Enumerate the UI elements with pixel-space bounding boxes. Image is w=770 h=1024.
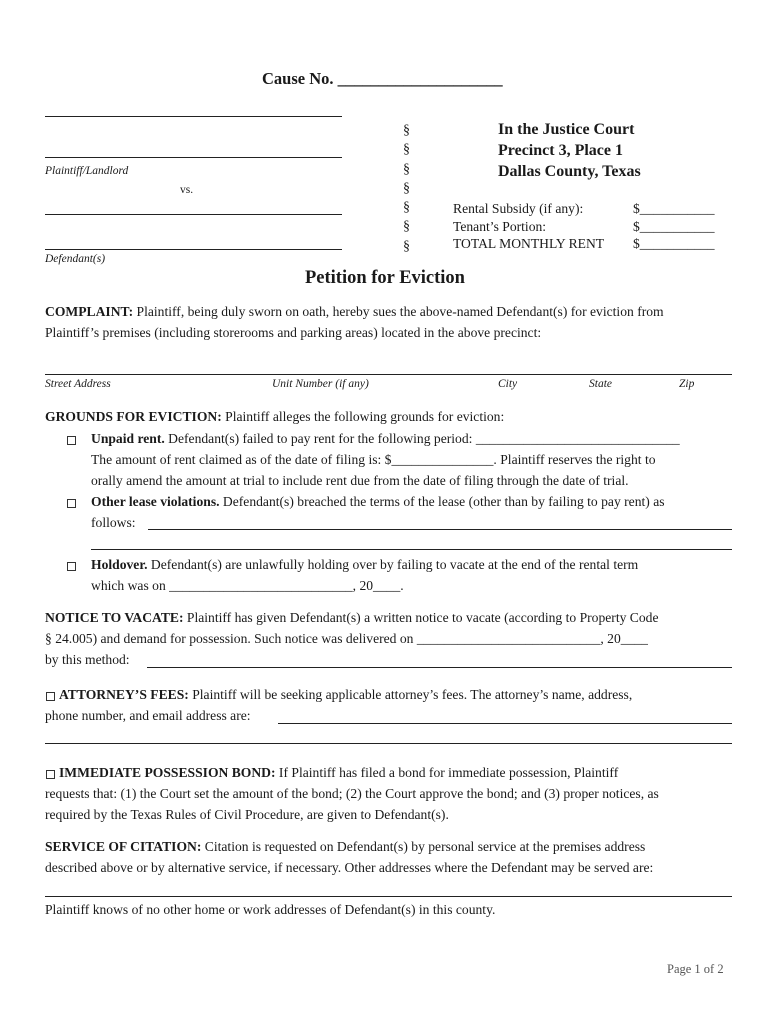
unpaid-text-1: Defendant(s) failed to pay rent for the following period: ______________________________ xyxy=(164,431,680,446)
notice-line-1 xyxy=(45,610,659,626)
rent-subsidy-label: Rental Subsidy (if any): xyxy=(453,201,584,216)
holdover-line-2: which was on ___________________________, 20____. xyxy=(91,578,404,593)
unpaid-line-3: orally amend the amount at trial to include rent due from the date of filing through the date of trial. xyxy=(91,473,629,488)
bond-line-3: required by the Texas Rules of Civil Procedure, are given to Defendant(s). xyxy=(45,807,449,822)
holdover-text-1: Defendant(s) are unlawfully holding over by failing to vacate at the end of the rental term xyxy=(147,557,639,572)
state-label: State xyxy=(589,378,612,390)
service-address-field[interactable] xyxy=(45,896,732,897)
total-rent-label: TOTAL MONTHLY RENT xyxy=(453,236,605,251)
notice-line-2: § 24.005) and demand for possession. Such notice was delivered on ___________________________, 20____ xyxy=(45,631,648,646)
section-marks xyxy=(403,121,417,256)
other-line-1 xyxy=(91,494,665,510)
court-line-2: Precinct 3, Place 1 xyxy=(498,142,623,159)
bond-checkbox[interactable] xyxy=(46,770,55,779)
unpaid-line-1 xyxy=(91,431,680,447)
notice-heading: NOTICE TO VACATE: xyxy=(45,610,184,625)
court-line-3: Dallas County, Texas xyxy=(498,163,641,180)
notice-text-1: Plaintiff has given Defendant(s) a written notice to vacate (according to Property Code xyxy=(183,610,659,625)
unpaid-line-2: The amount of rent claimed as of the date of filing is: $_______________. Plaintiff reserves the right to xyxy=(91,452,656,467)
page-title: Petition for Eviction xyxy=(305,268,465,288)
complaint-text-1: Plaintiff, being duly sworn on oath, hereby sues the above-named Defendant(s) for eviction from xyxy=(133,304,664,319)
other-text-1: Defendant(s) breached the terms of the lease (other than by failing to pay rent) as xyxy=(219,494,665,509)
rent-values[interactable] xyxy=(633,200,715,253)
page-number: Page 1 of 2 xyxy=(667,962,724,976)
complaint-line-2: Plaintiff’s premises (including storerooms and parking areas) located in the above precinct: xyxy=(45,325,542,340)
service-heading: SERVICE OF CITATION: xyxy=(45,839,202,854)
section-mark: § xyxy=(403,161,410,177)
rent-subsidy-field[interactable]: $___________ xyxy=(633,201,715,216)
complaint-heading: COMPLAINT: xyxy=(45,304,134,319)
unpaid-rent-checkbox[interactable] xyxy=(67,436,76,445)
tenant-portion-field[interactable]: $___________ xyxy=(633,218,715,234)
section-mark: § xyxy=(403,238,410,254)
other-title: Other lease violations. xyxy=(91,494,220,509)
complaint-line-1 xyxy=(45,304,664,320)
holdover-title: Holdover. xyxy=(91,557,148,572)
grounds-text: Plaintiff alleges the following grounds for eviction: xyxy=(221,409,505,424)
city-label: City xyxy=(498,378,518,390)
attorney-heading: ATTORNEY’S FEES: xyxy=(59,687,189,702)
service-line-1 xyxy=(45,839,645,855)
bond-text-1: If Plaintiff has filed a bond for immediate possession, Plaintiff xyxy=(275,765,619,780)
court-info xyxy=(498,119,641,182)
attorney-line-2: phone number, and email address are: xyxy=(45,708,251,723)
section-mark: § xyxy=(403,200,410,216)
bond-heading: IMMEDIATE POSSESSION BOND: xyxy=(59,765,276,780)
section-mark: § xyxy=(403,219,410,235)
attorney-text-1: Plaintiff will be seeking applicable attorney’s fees. The attorney’s name, address, xyxy=(188,687,633,702)
section-mark: § xyxy=(403,142,410,158)
holdover-line-1 xyxy=(91,557,638,573)
grounds-intro xyxy=(45,409,504,425)
unit-number-label: Unit Number (if any) xyxy=(272,378,369,390)
defendant-label: Defendant(s) xyxy=(45,253,106,265)
section-mark: § xyxy=(403,180,410,196)
street-address-label: Street Address xyxy=(45,378,111,390)
vs-label: vs. xyxy=(180,184,194,196)
section-mark: § xyxy=(403,123,410,138)
defendant-line-1[interactable] xyxy=(45,214,342,215)
tenant-portion-label: Tenant’s Portion: xyxy=(453,218,547,234)
zip-label: Zip xyxy=(679,378,695,390)
rent-labels xyxy=(453,200,604,253)
other-line-2: follows: xyxy=(91,515,136,530)
attorney-info-field-1[interactable] xyxy=(278,723,732,724)
notice-method-field[interactable] xyxy=(147,667,732,668)
plaintiff-line-1[interactable] xyxy=(45,116,342,117)
unpaid-title: Unpaid rent. xyxy=(91,431,165,446)
court-line-1: In the Justice Court xyxy=(498,121,635,138)
other-violations-checkbox[interactable] xyxy=(67,499,76,508)
plaintiff-line-2[interactable] xyxy=(45,157,342,158)
other-violations-field-2[interactable] xyxy=(91,549,732,550)
service-text-1: Citation is requested on Defendant(s) by personal service at the premises address xyxy=(201,839,646,854)
holdover-checkbox[interactable] xyxy=(67,562,76,571)
grounds-heading: GROUNDS FOR EVICTION: xyxy=(45,409,222,424)
service-line-2: described above or by alternative service, if necessary. Other addresses where the Defendant may be served are: xyxy=(45,860,654,875)
attorney-fees-checkbox[interactable] xyxy=(46,692,55,701)
service-line-3: Plaintiff knows of no other home or work addresses of Defendant(s) in this county. xyxy=(45,902,496,917)
bond-line-2: requests that: (1) the Court set the amount of the bond; (2) the Court approve the bond; and (3) proper notices, as xyxy=(45,786,659,801)
bond-line-1 xyxy=(59,765,618,781)
attorney-info-field-2[interactable] xyxy=(45,743,732,744)
plaintiff-label: Plaintiff/Landlord xyxy=(45,165,129,177)
notice-line-3: by this method: xyxy=(45,652,130,667)
cause-number[interactable]: Cause No. ____________________ xyxy=(262,69,503,88)
defendant-line-2[interactable] xyxy=(45,249,342,250)
total-rent-field[interactable]: $___________ xyxy=(633,236,715,251)
other-violations-field-1[interactable] xyxy=(148,529,732,530)
attorney-line-1 xyxy=(59,687,632,703)
address-line[interactable] xyxy=(45,374,732,375)
